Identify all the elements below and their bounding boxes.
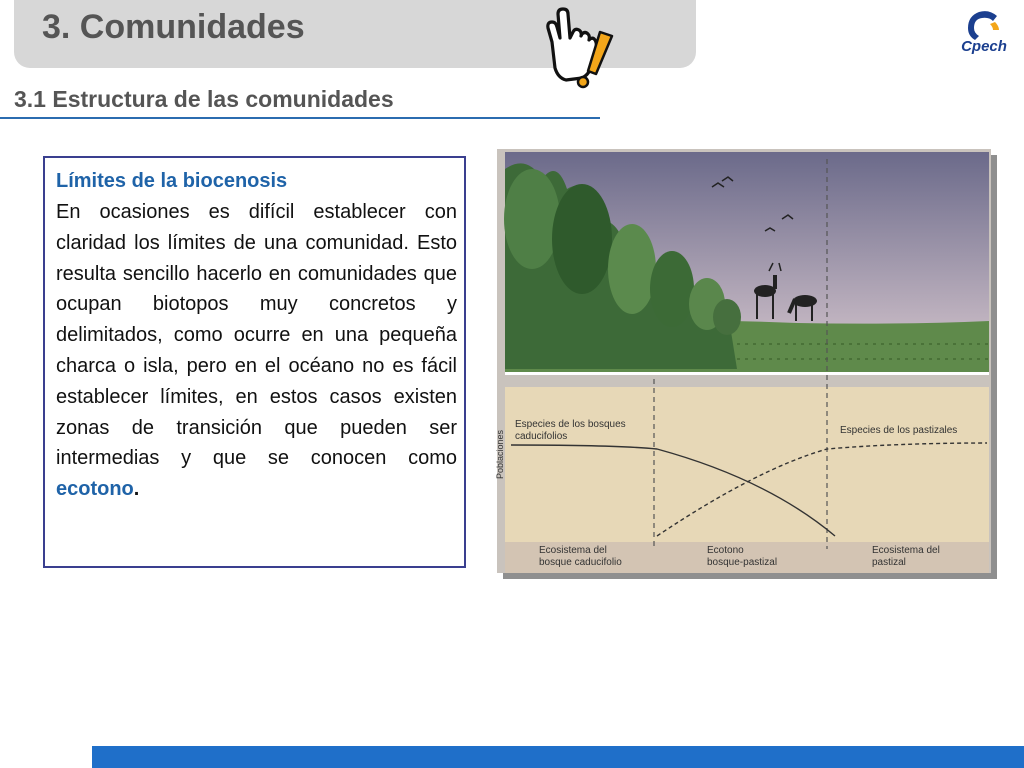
zone-grassland-label-1: Ecosistema del	[872, 545, 940, 556]
pointing-hand-warning-icon	[538, 8, 618, 92]
section-subtitle: 3.1 Estructura de las comunidades	[14, 86, 394, 112]
info-box-body	[56, 197, 457, 505]
forest-species-label-1: Especies de los bosques	[515, 419, 626, 430]
zone-forest-label-2: bosque caducifolio	[539, 557, 622, 568]
info-box-heading: Límites de la biocenosis	[56, 170, 288, 192]
zone-ecotone-label-1: Ecotono	[707, 545, 744, 556]
info-box-body-text: En ocasiones es difícil establecer con claridad los límites de una comunidad. Esto resulta sencillo hacerlo en comunidades que ocupan biotopos muy concretos y delimitados, como ocurre en una pequeña charca o isla, pero en el océano no es fácil establecer límites, en estos casos existen zonas de transición que pueden ser intermedias y que se conocen como	[56, 201, 457, 470]
info-box	[43, 156, 466, 568]
zone-ecotone-label-2: bosque-pastizal	[707, 557, 778, 568]
ecotone-figure	[497, 149, 997, 579]
graph-panel	[505, 387, 989, 542]
footer-bar	[92, 746, 1024, 768]
info-box-end: .	[133, 478, 140, 501]
grassland-species-label: Especies de los pastizales	[840, 425, 958, 436]
logo-text: Cpech	[961, 38, 1007, 55]
page-title: 3. Comunidades	[42, 8, 305, 46]
y-axis-label: Poblaciones	[495, 429, 505, 479]
forest-species-label-2: caducifolios	[515, 431, 568, 442]
cpech-logo-icon	[955, 6, 1013, 64]
subtitle-underline	[0, 117, 600, 119]
zone-forest-label-1: Ecosistema del	[539, 545, 607, 556]
zone-grassland-label-2: pastizal	[872, 557, 906, 568]
ecotono-term: ecotono	[56, 478, 134, 501]
